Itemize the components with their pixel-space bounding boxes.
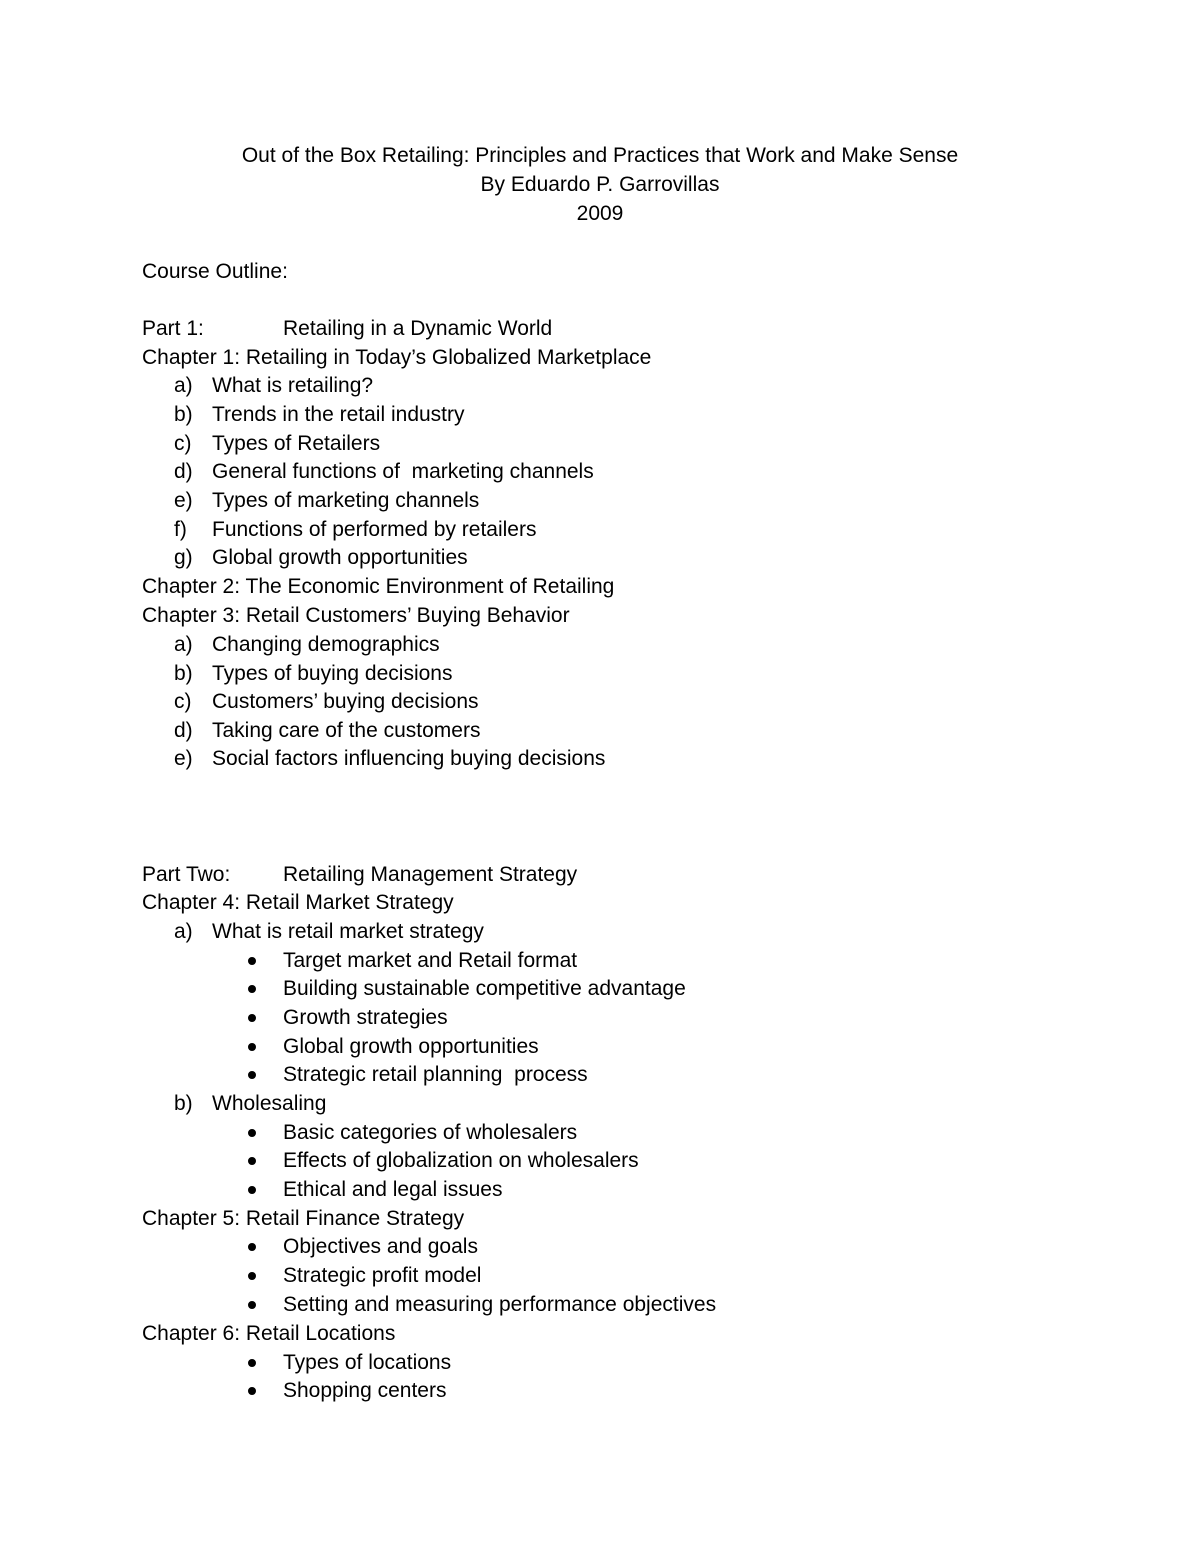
list-marker: d): [174, 719, 193, 742]
list-marker: a): [174, 374, 193, 397]
bullet-item: Ethical and legal issues: [283, 1178, 503, 1201]
bullet-icon: [248, 957, 256, 965]
list-marker: a): [174, 633, 193, 656]
chapter-title: Chapter 2: The Economic Environment of Retailing: [142, 575, 615, 598]
bullet-icon: [248, 1359, 256, 1367]
chapter-title: Chapter 1: Retailing in Today’s Globalized Marketplace: [142, 346, 652, 369]
bullet-icon: [248, 1387, 256, 1395]
list-item: Types of marketing channels: [212, 489, 480, 512]
bullet-item: Effects of globalization on wholesalers: [283, 1149, 639, 1172]
chapter-title: Chapter 5: Retail Finance Strategy: [142, 1207, 465, 1230]
list-marker: g): [174, 546, 193, 569]
list-item: Types of buying decisions: [212, 662, 453, 685]
document-title: Out of the Box Retailing: Principles and Practices that Work and Make Sense: [241, 144, 959, 167]
chapter-title: Chapter 3: Retail Customers’ Buying Behavior: [142, 604, 570, 627]
list-item: Social factors influencing buying decisions: [212, 747, 606, 770]
list-marker: b): [174, 1092, 193, 1115]
list-marker: b): [174, 662, 193, 685]
bullet-item: Strategic profit model: [283, 1264, 482, 1287]
course-outline-label: Course Outline:: [142, 260, 288, 283]
bullet-item: Strategic retail planning process: [283, 1063, 588, 1086]
part-label: Part Two:: [142, 863, 231, 886]
list-marker: c): [174, 432, 192, 455]
list-item: Changing demographics: [212, 633, 440, 656]
part-title: Retailing in a Dynamic World: [283, 317, 553, 340]
bullet-icon: [248, 1243, 256, 1251]
document-author: By Eduardo P. Garrovillas: [480, 173, 720, 196]
bullet-item: Objectives and goals: [283, 1235, 478, 1258]
list-marker: e): [174, 489, 193, 512]
list-marker: e): [174, 747, 193, 770]
chapter-title: Chapter 4: Retail Market Strategy: [142, 891, 454, 914]
bullet-item: Global growth opportunities: [283, 1035, 539, 1058]
part-title: Retailing Management Strategy: [283, 863, 578, 886]
list-item: Trends in the retail industry: [212, 403, 465, 426]
list-item: Functions of performed by retailers: [212, 518, 537, 541]
bullet-item: Shopping centers: [283, 1379, 447, 1402]
list-item: General functions of marketing channels: [212, 460, 594, 483]
list-item: What is retail market strategy: [212, 920, 484, 943]
bullet-icon: [248, 1071, 256, 1079]
list-marker: b): [174, 403, 193, 426]
list-item: Customers’ buying decisions: [212, 690, 479, 713]
bullet-icon: [248, 1014, 256, 1022]
bullet-item: Setting and measuring performance objectives: [283, 1293, 717, 1316]
bullet-item: Basic categories of wholesalers: [283, 1121, 578, 1144]
bullet-icon: [248, 985, 256, 993]
list-item: Global growth opportunities: [212, 546, 468, 569]
bullet-item: Types of locations: [283, 1351, 452, 1374]
list-item: What is retailing?: [212, 374, 374, 397]
bullet-icon: [248, 1186, 256, 1194]
document-year: 2009: [576, 202, 624, 225]
bullet-icon: [248, 1129, 256, 1137]
list-marker: f): [174, 518, 187, 541]
bullet-icon: [248, 1157, 256, 1165]
part-label: Part 1:: [142, 317, 204, 340]
bullet-item: Growth strategies: [283, 1006, 448, 1029]
list-item: Taking care of the customers: [212, 719, 481, 742]
list-item: Types of Retailers: [212, 432, 381, 455]
list-marker: a): [174, 920, 193, 943]
bullet-icon: [248, 1043, 256, 1051]
bullet-icon: [248, 1301, 256, 1309]
bullet-item: Building sustainable competitive advantage: [283, 977, 686, 1000]
bullet-item: Target market and Retail format: [283, 949, 578, 972]
chapter-title: Chapter 6: Retail Locations: [142, 1322, 396, 1345]
list-item: Wholesaling: [212, 1092, 327, 1115]
list-marker: c): [174, 690, 192, 713]
list-marker: d): [174, 460, 193, 483]
bullet-icon: [248, 1272, 256, 1280]
